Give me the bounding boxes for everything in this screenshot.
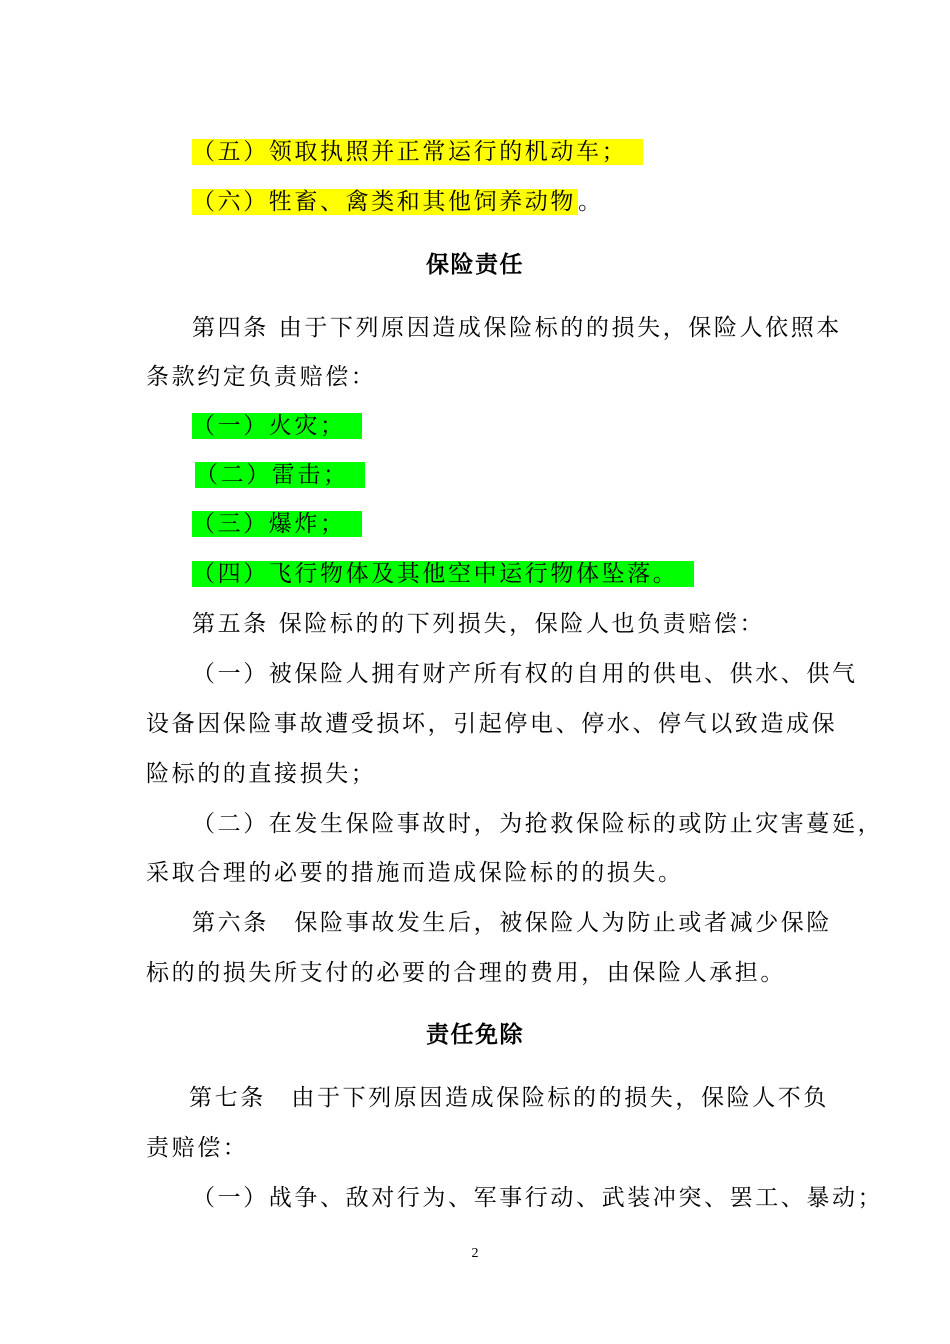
paragraph-line: （二）在发生保险事故时，为抢救保险标的或防止灾害蔓延， xyxy=(192,811,884,837)
punctuation: 。 xyxy=(578,189,604,215)
list-item xyxy=(192,508,362,540)
paragraph-line: 第七条 由于下列原因造成保险标的的损失，保险人不负 xyxy=(189,1085,829,1111)
list-item xyxy=(195,459,365,491)
highlighted-text: （一）火灾； xyxy=(192,413,362,439)
paragraph-line: （一）被保险人拥有财产所有权的自用的供电、供水、供气 xyxy=(192,661,858,687)
highlighted-text: （四）飞行物体及其他空中运行物体坠落。 xyxy=(192,561,694,587)
section-heading: 责任免除 xyxy=(426,1022,524,1048)
paragraph-line: 采取合理的必要的措施而造成保险标的的损失。 xyxy=(146,860,684,886)
highlighted-text: （二）雷击； xyxy=(195,462,365,488)
paragraph-line: 设备因保险事故遭受损坏，引起停电、停水、停气以致造成保 xyxy=(146,711,838,737)
highlighted-text: （六）牲畜、禽类和其他饲养动物 xyxy=(192,189,576,215)
page-number: 2 xyxy=(471,1246,479,1261)
paragraph-line: 条款约定负责赔偿： xyxy=(146,364,377,390)
paragraph-line: 险标的的直接损失； xyxy=(146,761,377,787)
paragraph-line: 第四条 由于下列原因造成保险标的的损失，保险人依照本 xyxy=(192,315,842,341)
paragraph-line: 第六条 保险事故发生后，被保险人为防止或者减少保险 xyxy=(192,910,832,936)
paragraph-line: 标的的损失所支付的必要的合理的费用，由保险人承担。 xyxy=(146,960,786,986)
paragraph-line: 第五条 保险标的的下列损失，保险人也负责赔偿： xyxy=(192,611,766,637)
section-heading: 保险责任 xyxy=(426,252,524,278)
list-item xyxy=(192,558,694,590)
list-item xyxy=(192,410,362,442)
list-item xyxy=(192,186,604,218)
paragraph-line: 责赔偿： xyxy=(146,1135,249,1161)
paragraph-line: （一）战争、敌对行为、军事行动、武装冲突、罢工、暴动； xyxy=(192,1185,884,1211)
highlighted-text: （五）领取执照并正常运行的机动车； xyxy=(192,139,643,165)
list-item xyxy=(192,136,643,168)
highlighted-text: （三）爆炸； xyxy=(192,511,362,537)
